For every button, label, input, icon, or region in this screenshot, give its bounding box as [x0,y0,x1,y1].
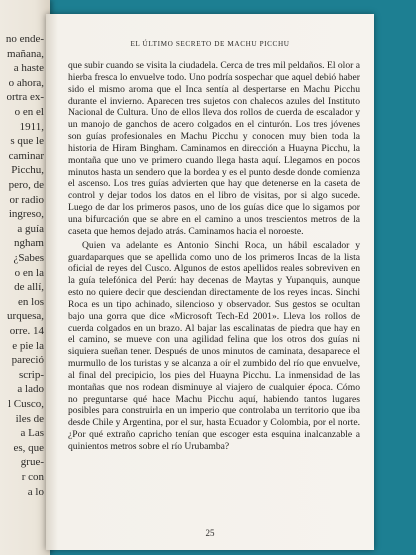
left-page-line: o en la [14,266,44,279]
left-page-line: a lo [27,485,44,498]
left-page-line: o ahora, [8,76,44,89]
left-page-line: urquesa, [7,310,44,323]
left-page-line: 1911, [19,120,44,133]
left-page-line: grue- [20,456,44,469]
left-page-line: ¿Sabes [13,252,44,264]
left-page-line: orre. 14 [9,325,44,337]
running-head: EL ÚLTIMO SECRETO DE MACHU PICCHU [130,40,290,48]
left-page-line: or radio [9,193,44,206]
left-page-line: pero, de [8,179,44,191]
paragraph-1: que subir cuando se visita la ciudadela. Cerca de tres mil peldaños. El olor a hierba fresca lo envuelve todo. Uno podría sospechar que aquel debió haber sido el mismo aroma que el Inca sentía al despertarse en Machu Picchu durante el invierno. Aparecen tres sujetos con chalecos azules del Instituto Nacional de Cultura. Uno de ellos lleva dos rollos de cuerda de escalador y un manojo de ganchos de acero colgados en el cinturón. Los tres jóvenes son guías profesionales en Machu Picchu y conocen muy bien toda la historia de Hiram Bingham. Caminamos en dirección a Huayna Picchu, la montaña que uno ve primero cuando llega hasta aquí. Llegamos en pocos minutos hasta un sendero que la bordea y es el punto desde donde comienza el ascenso. Los tres guías advierten que hay que detenerse en la caseta de control y dejar todos los datos en el libro de visitas, por si algo sucede. Luego de dar los primeros pasos, uno de los guías dice que lo sigamos por una bifurcación que se abre en el camino a unos trescientos metros de la caseta que hemos dejado atrás. Caminamos hacia el noroeste. [68,60,360,237]
left-page-line: en los [18,295,44,308]
left-page-line: ngham [14,237,44,250]
left-page-line: ingreso, [8,208,44,221]
left-page-line: r con [21,471,44,483]
left-page-line: o en el [14,106,44,118]
left-page-line: no ende- [5,33,44,45]
body-text [68,60,360,453]
left-page-line: es, que [13,441,44,454]
left-page-line: a haste [13,62,44,75]
paragraph-2: Quien va adelante es Antonio Sinchi Roca, un hábil escalador y guardaparques que se apellida como uno de los primeros Incas de la lista oficial de reyes del Cusco. Algunos de estos apellidos reales sobreviven en la guía telefónica del Perú: hay decenas de Maytas y Yupanquis, aunque esto no quiere decir que desciendan directamente de los reyes incas. Sinchi Roca es un tipo achinado, silencioso y observador. Sus gestos se ocultan bajo una gorra que dice «Microsoft Tech-Ed 2001». Lleva los rollos de cuerda colgados en un brazo. Al bajar las escalinatas de piedra que hay en el camino, se mueve con una agilidad felina que los otros dos guías ni siquiera sueñan tener. Después de unos minutos de caminata, desaparece el murmullo de los turistas y se alcanza a oír el zumbido del río que envuelve, al final del precipicio, los pies del Huayna Picchu. La inmensidad de las montañas que nos rodean disminuye al viajero de cualquier época. Cómo no preguntarse qué hace Machu Picchu aquí, habiendo tantos lugares posibles para construirla en un imperio que controlaba un territorio que iba desde Chile y Argentina, por el sur, hasta Ecuador y Colombia, por el norte. ¿Por qué extraño capricho tenían que escoger esta esquina inalcanzable a quinientos metros sobre el río Urubamba? [68,239,360,452]
left-page-line: e pie la [12,339,44,352]
left-page-line: scrip- [18,368,44,381]
left-page-edge [0,0,50,555]
left-page-line: de allí, [14,281,44,294]
left-page-line: iles de [15,412,44,425]
left-page-line: s que le [10,135,44,148]
left-page-line: caminar [8,149,44,162]
left-page-line: a Las [20,427,44,440]
right-page [46,14,374,550]
left-page-line: ortra ex- [6,91,44,104]
left-page-line: a guía [17,222,44,235]
left-page-line: mañana, [7,47,44,60]
page-number: 25 [205,528,215,538]
left-page-line: Picchu, [11,164,44,177]
left-page-line: pareció [11,354,44,367]
left-page-line: l Cusco, [7,398,44,410]
left-page-line: a lado [17,383,44,396]
